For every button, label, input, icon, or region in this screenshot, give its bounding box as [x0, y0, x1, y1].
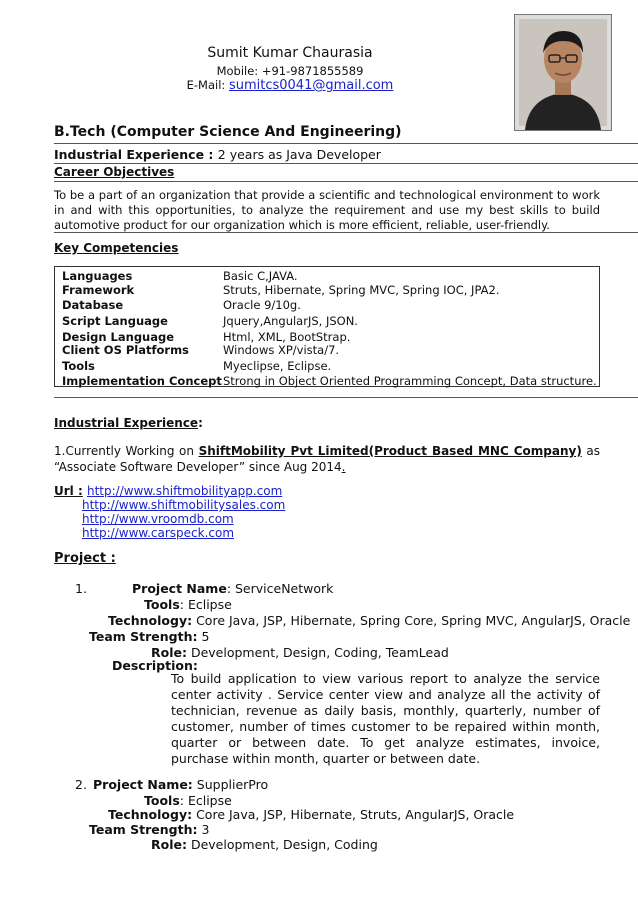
experience-summary	[54, 147, 381, 162]
project-team-strength: Team Strength: 3	[89, 822, 210, 837]
mobile-number: Mobile: +91-9871855589	[216, 64, 364, 78]
key-competencies-title: Key Competencies	[54, 241, 179, 255]
current-position: 1.Currently Working on ShiftMobility Pvt Limited(Product Based MNC Company) as “Associate Software Developer” since Aug 2014.	[54, 444, 601, 474]
url-label: Url :	[54, 484, 83, 498]
divider	[54, 397, 638, 398]
project-technology: Technology: Core Java, JSP, Hibernate, Struts, AngularJS, Oracle	[108, 807, 515, 822]
divider	[54, 163, 638, 164]
url-link[interactable]: http://www.shiftmobilityapp.com	[87, 484, 283, 498]
divider	[54, 181, 638, 182]
project-tools: Tools: Eclipse	[144, 597, 232, 612]
projects-title: Project :	[54, 551, 116, 566]
experience-label: Industrial Experience :	[54, 147, 218, 162]
project-number: 1.	[75, 581, 87, 596]
project-number: 2.	[75, 777, 87, 792]
profile-photo	[514, 14, 612, 131]
degree-title: B.Tech (Computer Science And Engineering)	[54, 124, 402, 140]
career-objectives-text: To be a part of an organization that provide a scientific and technological environment to work in and with this opportunities, to analyze the requirement and use my best skills to build automotive product for our organization which is more efficient, reliable, user-friendly.	[54, 188, 600, 232]
industrial-experience-title: Industrial Experience:	[54, 416, 203, 430]
url-link[interactable]: http://www.carspeck.com	[82, 526, 235, 540]
url-link[interactable]: http://www.vroomdb.com	[82, 512, 234, 526]
email-line	[0, 78, 580, 93]
candidate-name: Sumit Kumar Chaurasia	[207, 45, 373, 61]
person-portrait-icon	[515, 15, 611, 130]
email-link[interactable]: sumitcs0041@gmail.com	[228, 78, 394, 93]
project-description: To build application to view various report to analyze the service center activity . Service center view and analyze all the activity of technician, revenue as daily basis, monthly, quarterly, number of customer, number of times customer to be repaired within month, quarter or between date. To get analyze estimates, invoice, purchase within month, quarter or between date.	[171, 671, 600, 766]
experience-value: 2 years as Java Developer	[217, 147, 381, 162]
email-label: E-Mail:	[186, 78, 229, 92]
project-role: Role: Development, Design, Coding, TeamLead	[151, 645, 449, 660]
project-technology: Technology: Core Java, JSP, Hibernate, Spring Core, Spring MVC, AngularJS, Oracle	[108, 613, 631, 628]
project-name: Project Name: ServiceNetwork	[132, 581, 334, 596]
project-name: Project Name: SupplierPro	[93, 777, 269, 792]
project-team-strength: Team Strength: 5	[89, 629, 210, 644]
project-description-label: Description:	[112, 658, 198, 673]
url-link[interactable]: http://www.shiftmobilitysales.com	[82, 498, 286, 512]
project-role: Role: Development, Design, Coding	[151, 837, 378, 852]
company-name: ShiftMobility Pvt Limited(Product Based MNC Company)	[198, 444, 582, 458]
career-objectives-title: Career Objectives	[54, 165, 175, 179]
divider	[54, 143, 638, 144]
project-tools: Tools: Eclipse	[144, 793, 232, 808]
competencies-table: Languages Basic C,JAVA. Framework Struts, Hibernate, Spring MVC, Spring IOC, JPA2. Database Oracle 9/10g. Script Language Jquery,AngularJS, JSON. Design Language Html, XML, BootStrap. Client OS Platforms Windows XP/vista/7. Tools Myeclipse, Eclipse. Implementation Concept Strong in Object Oriented Programming Concept, Data structure.	[54, 266, 600, 387]
divider	[54, 232, 638, 233]
